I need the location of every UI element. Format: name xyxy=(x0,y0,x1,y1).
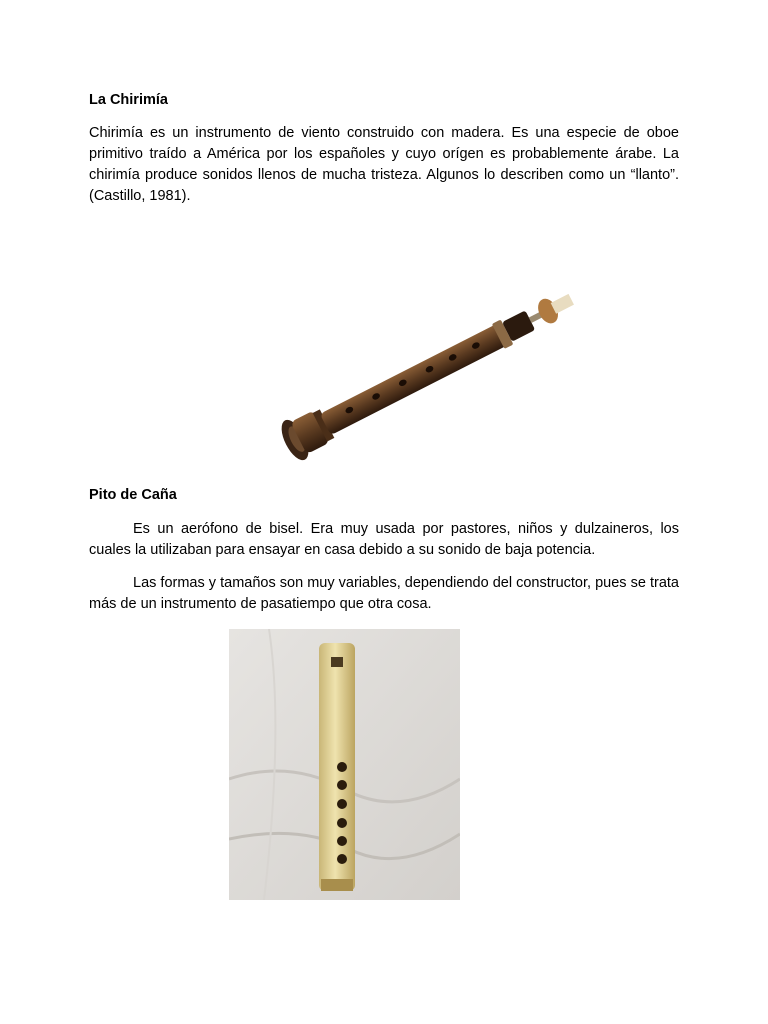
pito-de-cana-image xyxy=(229,629,460,900)
section-title-pito-de-cana: Pito de Caña xyxy=(89,487,177,503)
chirimia-image xyxy=(265,255,595,470)
pito-paragraph-1: Es un aerófono de bisel. Era muy usada por pastores, niños y dulzaineros, los cuales la utilizaban para ensayar en casa debido a su sonido de baja potencia. xyxy=(89,521,679,558)
chirimia-paragraph: Chirimía es un instrumento de viento construido con madera. Es una especie de oboe primitivo traído a América por los españoles y cuyo orígen es probablemente árabe. La chirimía produce sonidos llenos de mucha tristeza. Algunos lo describen como un “llanto”. (Castillo, 1981). xyxy=(89,125,679,204)
pito-paragraph-2: Las formas y tamaños son muy variables, dependiendo del constructor, pues se trata más de un instrumento de pasatiempo que otra cosa. xyxy=(89,575,679,612)
section-title-chirimia: La Chirimía xyxy=(89,92,168,108)
